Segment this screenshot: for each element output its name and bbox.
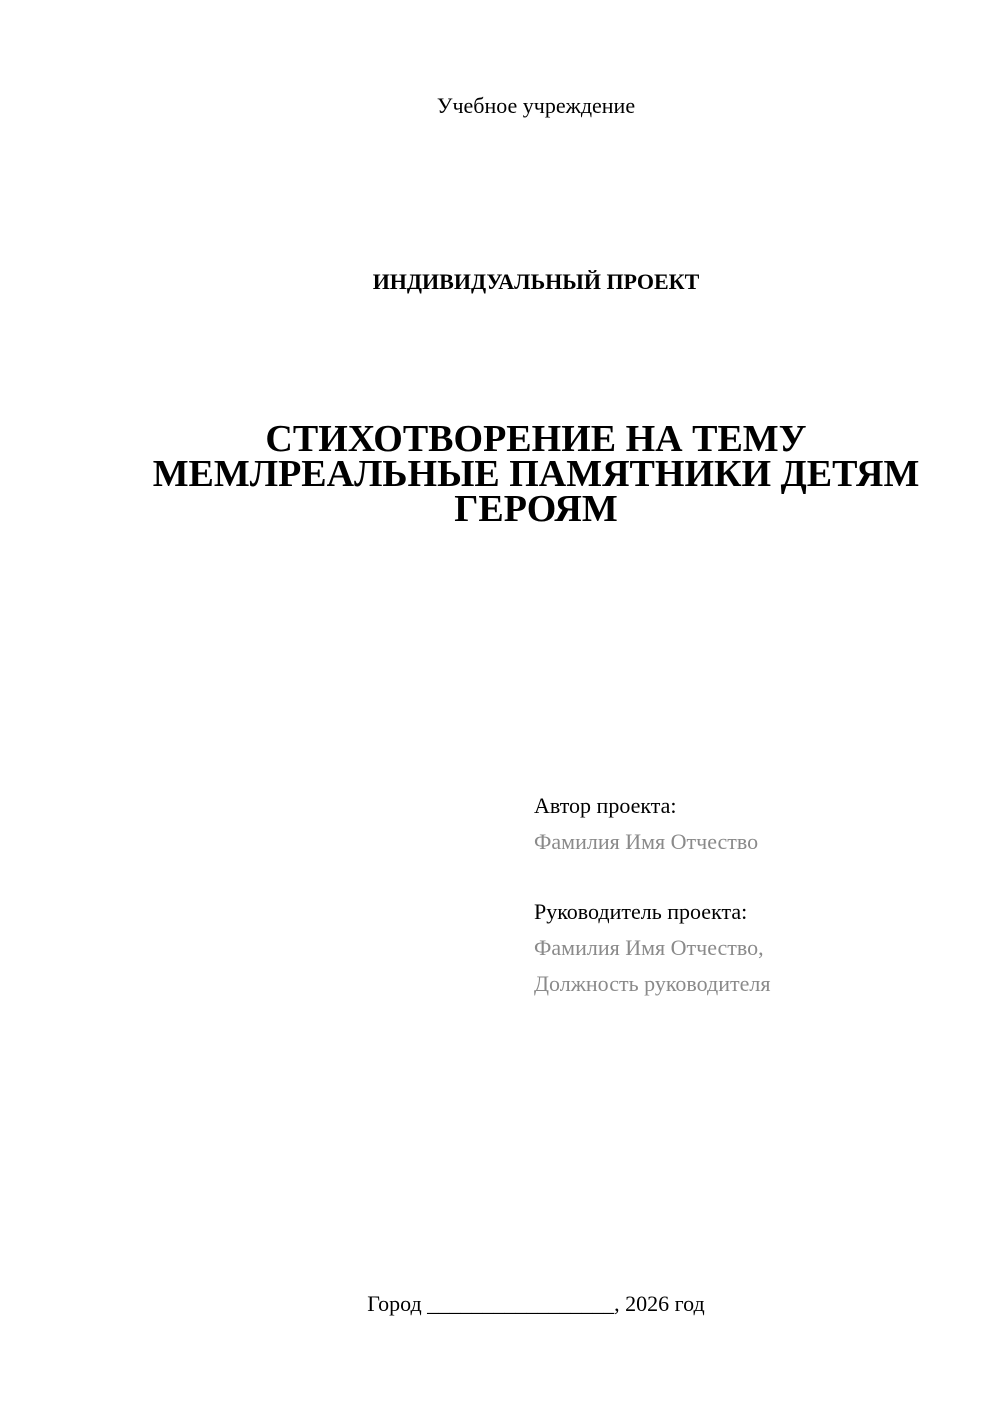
project-title-line: СТИХОТВОРЕНИЕ НА ТЕМУ xyxy=(265,418,807,460)
document-type: ИНДИВИДУАЛЬНЫЙ ПРОЕКТ xyxy=(372,269,700,294)
institution-name: Учебное учреждение xyxy=(436,93,636,118)
supervisor-position: Должность руководителя xyxy=(534,971,771,996)
supervisor-block xyxy=(534,894,974,1002)
author-label: Автор проекта: xyxy=(534,793,677,818)
author-name: Фамилия Имя Отчество xyxy=(534,829,759,854)
city-year-footer: Город _________________, 2026 год xyxy=(367,1291,705,1316)
supervisor-label: Руководитель проекта: xyxy=(534,899,748,924)
project-title-line: ГЕРОЯМ xyxy=(454,488,618,530)
project-title xyxy=(110,418,962,530)
supervisor-name: Фамилия Имя Отчество, xyxy=(534,935,764,960)
author-block xyxy=(534,788,974,860)
project-title-line: МЕМЛРЕАЛЬНЫЕ ПАМЯТНИКИ ДЕТЯМ xyxy=(152,453,920,495)
